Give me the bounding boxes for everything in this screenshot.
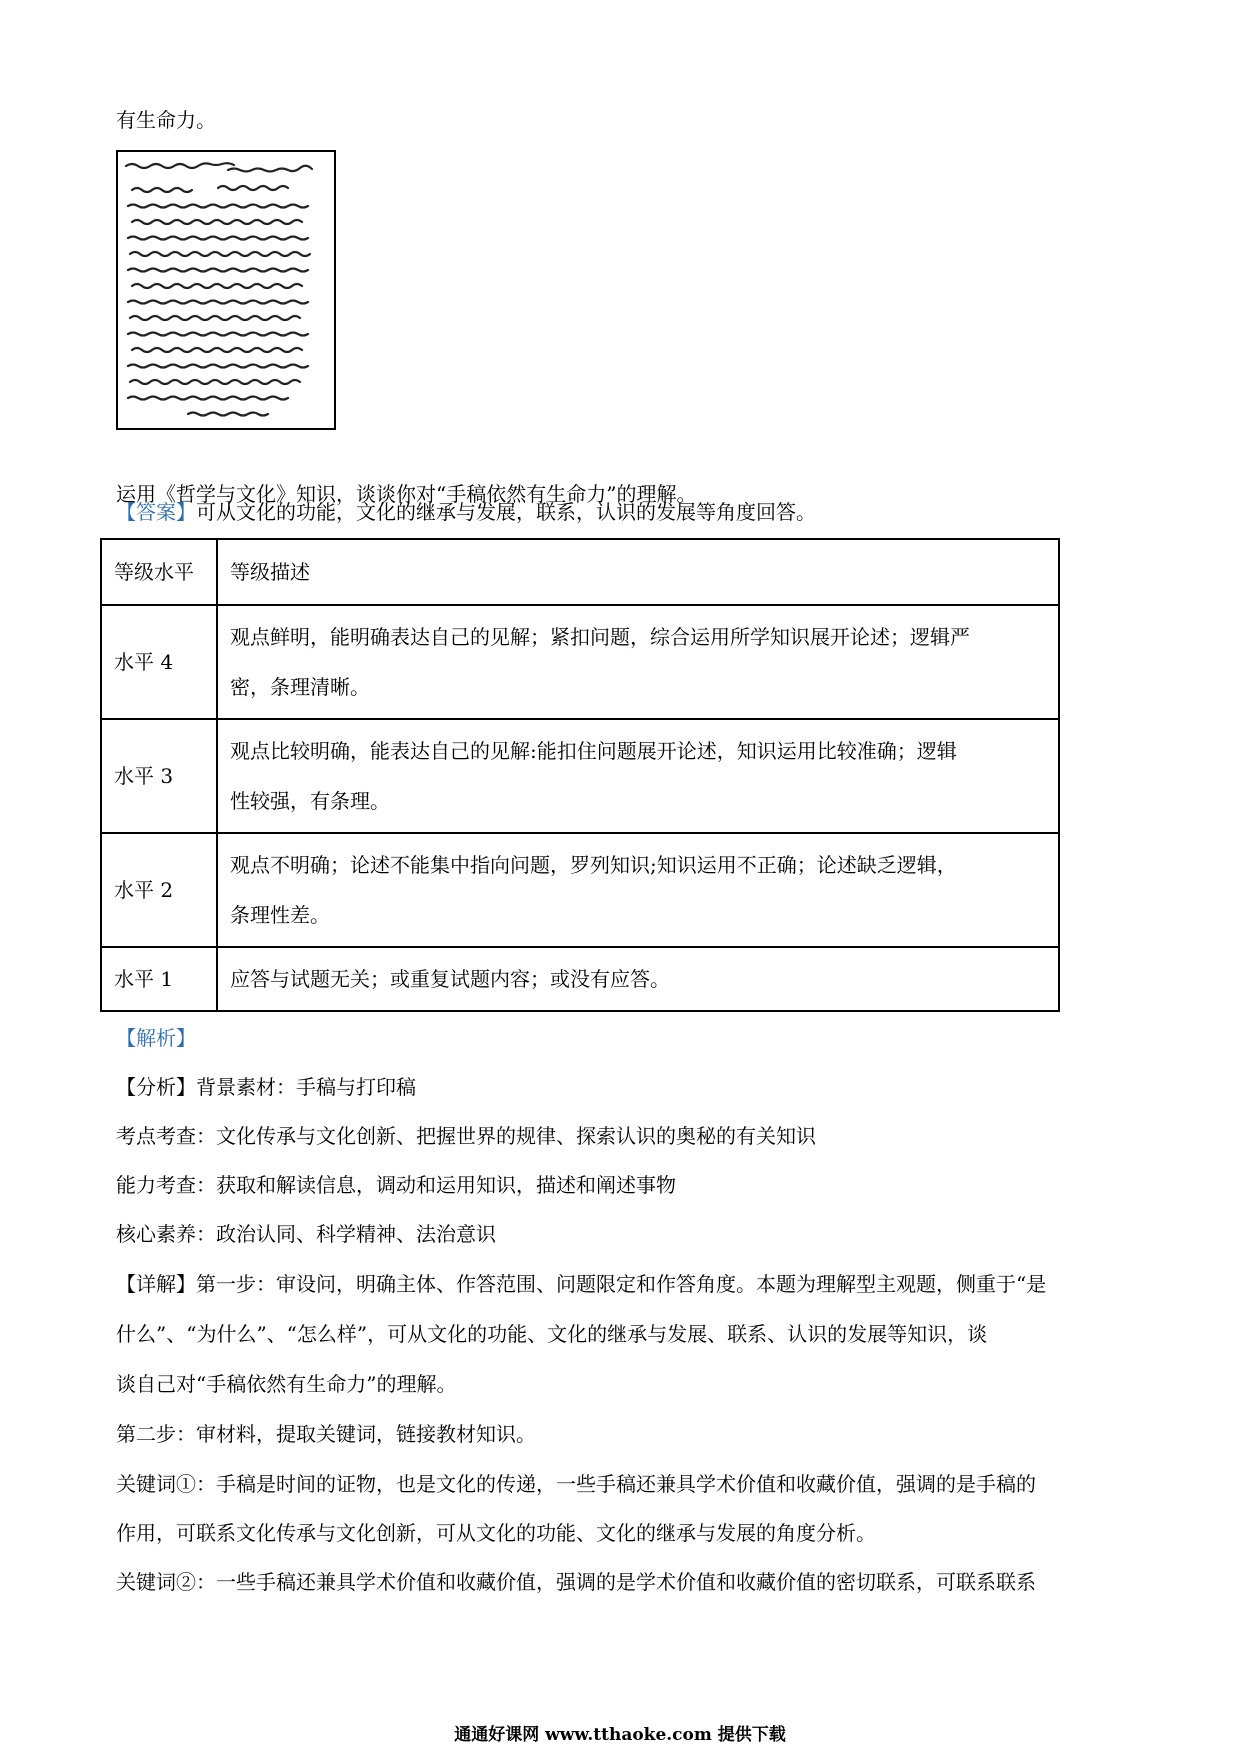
manuscript-image: [116, 150, 336, 430]
footer-text: 通通好课网 www.tthaoke.com 提供下载: [454, 1725, 786, 1745]
table-header-row: [101, 539, 1059, 605]
body-line: 【分析】背景素材：手稿与打印稿: [116, 1075, 416, 1099]
body-line: 谈自己对“手稿依然有生命力”的理解。: [116, 1372, 457, 1396]
description-line: 密，条理清晰。: [230, 675, 370, 699]
description-cell: [217, 947, 1059, 1011]
body-line: 能力考查：获取和解读信息，调动和运用知识，描述和阐述事物: [116, 1173, 676, 1197]
description-line: 应答与试题无关；或重复试题内容；或没有应答。: [230, 967, 670, 991]
description-cell: [217, 719, 1059, 833]
level-cell: 水平 2: [101, 833, 217, 947]
description-cell: [217, 833, 1059, 947]
body-line: 关键词②：一些手稿还兼具学术价值和收藏价值，强调的是学术价值和收藏价值的密切联系，可联系联系: [116, 1570, 1036, 1594]
body-line: 作用，可联系文化传承与文化创新，可从文化的功能、文化的继承与发展的角度分析。: [116, 1521, 876, 1545]
table-row: [101, 719, 1059, 833]
table-row: [101, 833, 1059, 947]
body-line: 什么”、“为什么”、“怎么样”，可从文化的功能、文化的继承与发展、联系、认识的发展等知识，谈: [116, 1322, 988, 1346]
analysis-tag: 【解析】: [116, 1026, 196, 1050]
table-header-description: 等级描述: [217, 539, 1059, 605]
description-line: 观点比较明确，能表达自己的见解:能扣住问题展开论述，知识运用比较准确；逻辑: [230, 739, 957, 763]
answer-tag: 【答案】: [116, 500, 196, 524]
description-line: 条理性差。: [230, 903, 330, 927]
description-line: 观点鲜明，能明确表达自己的见解；紧扣问题，综合运用所学知识展开论述；逻辑严: [230, 625, 970, 649]
body-line: 关键词①：手稿是时间的证物，也是文化的传递，一些手稿还兼具学术价值和收藏价值，强调的是手稿的: [116, 1472, 1036, 1496]
answer-text: 可从文化的功能，文化的继承与发展，联系，认识的发展等角度回答。: [196, 500, 816, 524]
body-line: 第二步：审材料，提取关键词，链接教材知识。: [116, 1422, 536, 1446]
level-cell: 水平 4: [101, 605, 217, 719]
table-row: [101, 605, 1059, 719]
handwritten-manuscript-graphic: [118, 152, 334, 428]
level-cell: 水平 1: [101, 947, 217, 1011]
intro-line: 有生命力。: [116, 108, 216, 132]
grading-levels-table: [100, 538, 1060, 1012]
table-row: [101, 947, 1059, 1011]
level-cell: 水平 3: [101, 719, 217, 833]
description-line: 观点不明确；论述不能集中指向问题，罗列知识;知识运用不正确；论述缺乏逻辑，: [230, 853, 957, 877]
question-text: 运用《哲学与文化》知识，谈谈你对“手稿依然有生命力”的理解。: [116, 482, 697, 506]
description-line: 性较强，有条理。: [230, 789, 390, 813]
description-cell: [217, 605, 1059, 719]
body-line: 核心素养：政治认同、科学精神、法治意识: [116, 1222, 496, 1246]
body-line: 【详解】第一步：审设问，明确主体、作答范围、问题限定和作答角度。本题为理解型主观题，侧重于“是: [116, 1272, 1047, 1296]
table-header-level: 等级水平: [101, 539, 217, 605]
answer-line-visible: [116, 498, 816, 526]
body-line: 考点考查：文化传承与文化创新、把握世界的规律、探索认识的奥秘的有关知识: [116, 1124, 816, 1148]
